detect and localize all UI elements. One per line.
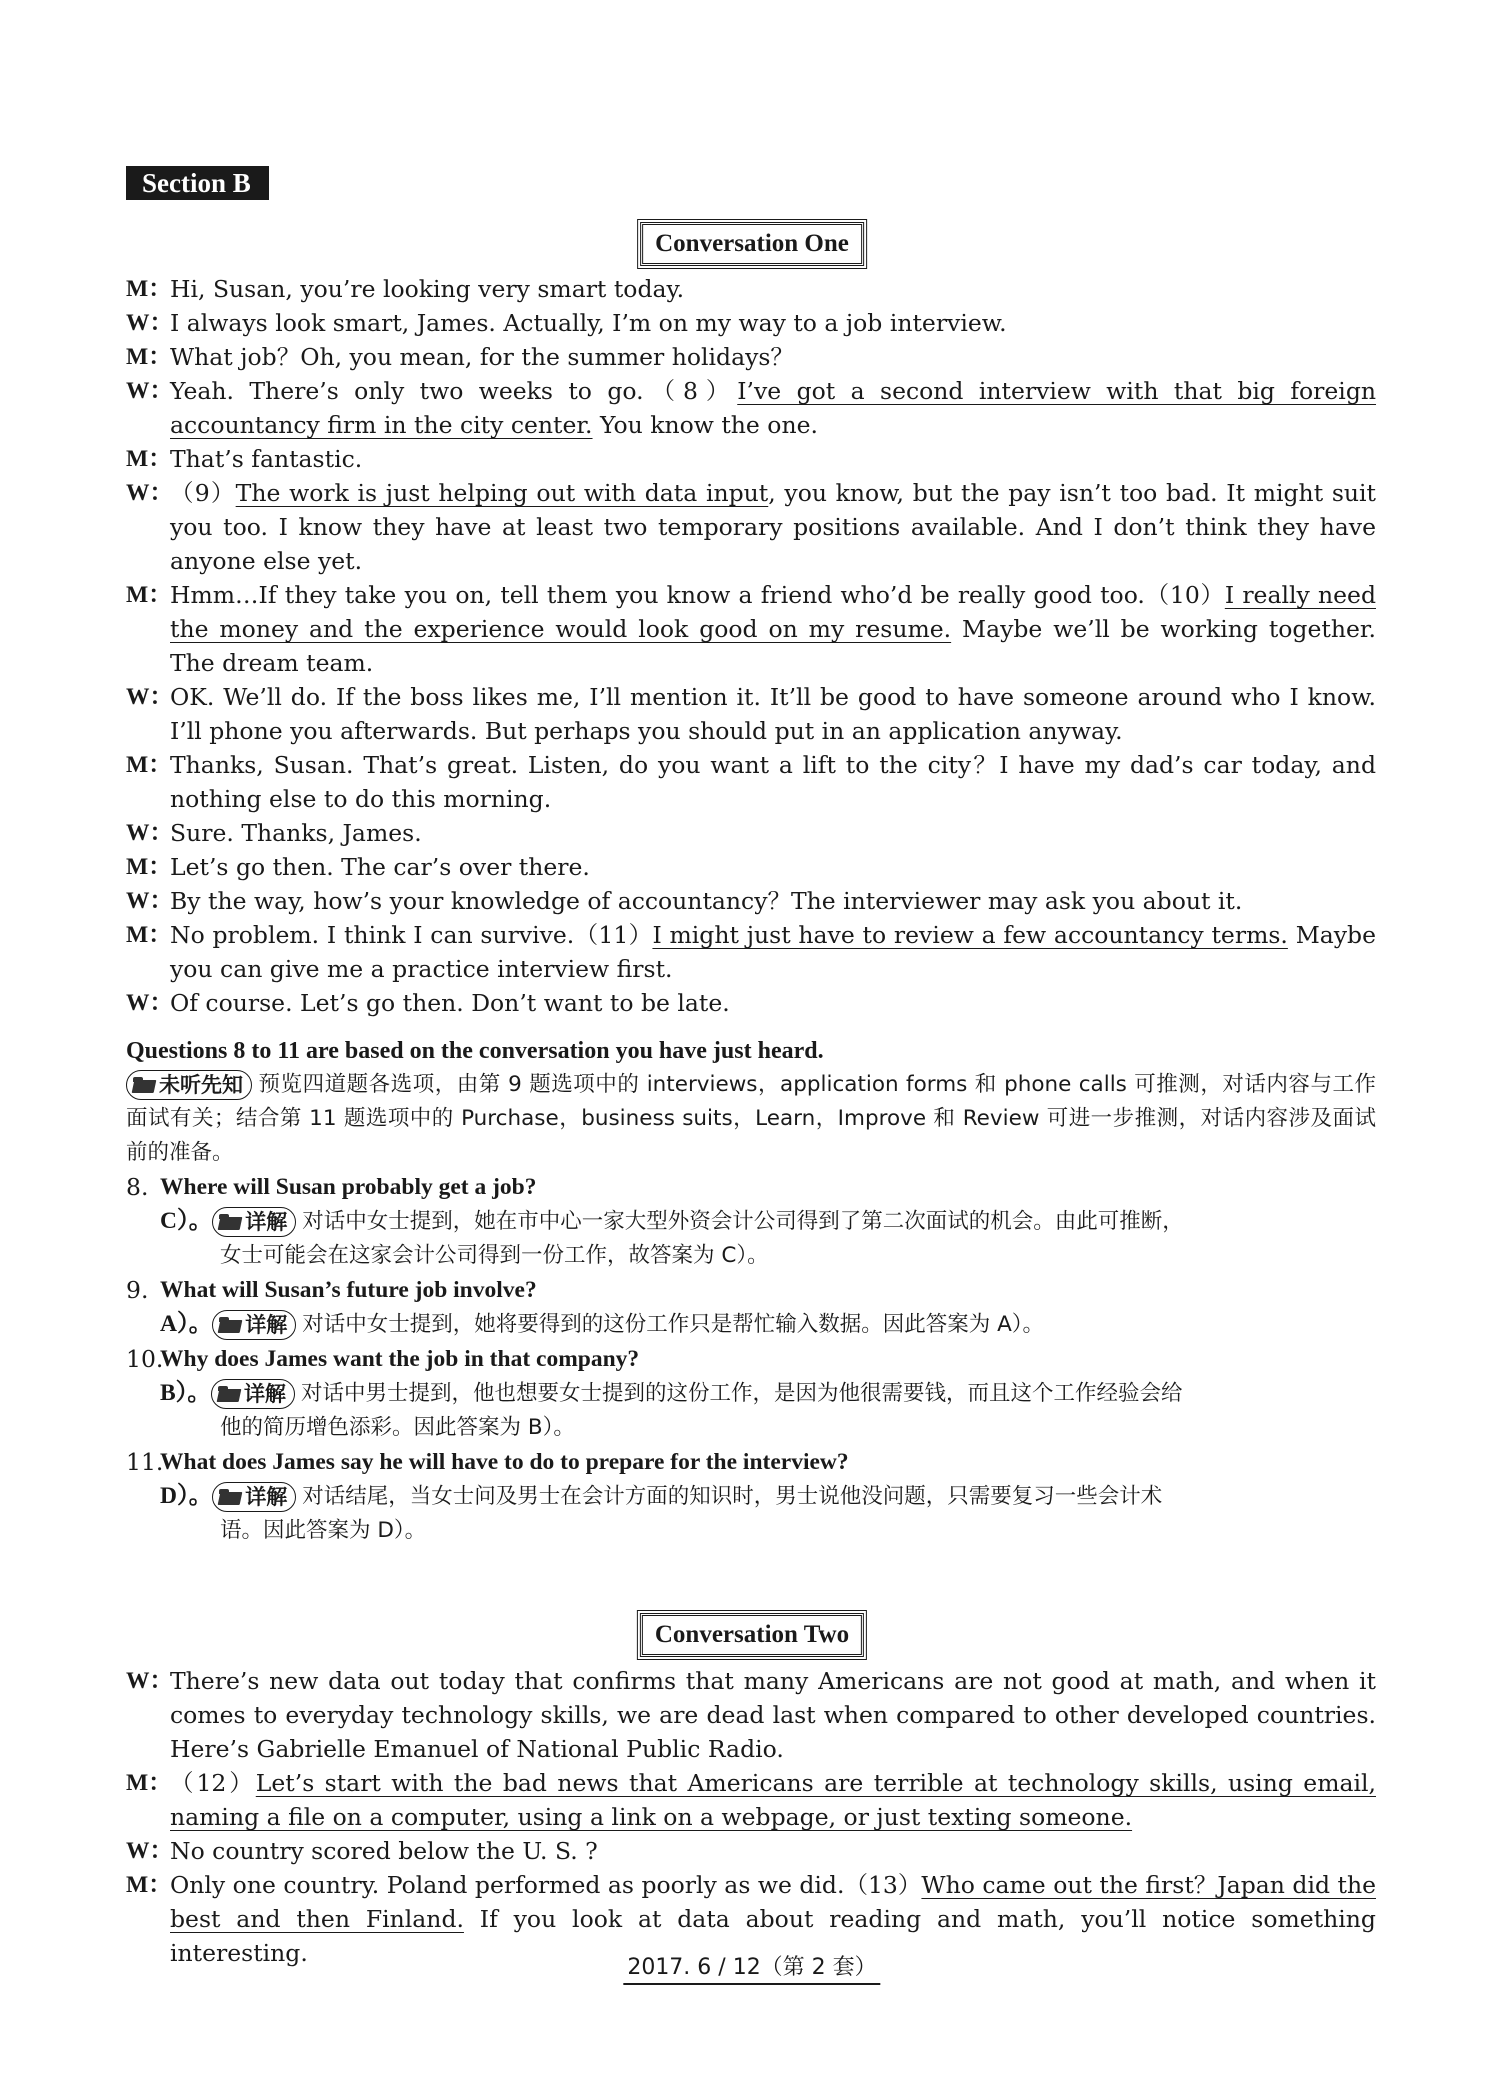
speaker-name: W: [126, 684, 150, 710]
answer-underline: Who came out the first？Japan did the best and then Finland.: [170, 1871, 1376, 1933]
speaker-sep: ：: [149, 990, 173, 1016]
dialogue-text: [170, 1766, 1376, 1834]
speaker-label: [126, 918, 170, 986]
question-text: What does James say he will have to do to prepare for the interview?: [160, 1449, 849, 1475]
answer-block: [126, 1376, 1376, 1445]
folder-icon: [133, 1077, 155, 1093]
dialogue-text: [170, 442, 1376, 476]
question-marker: （13）: [844, 1871, 922, 1899]
dialogue-text: [170, 816, 1376, 850]
speaker-label: [126, 884, 173, 918]
text-plain: You know the one.: [592, 411, 818, 439]
speaker-sep: ：: [149, 480, 173, 506]
speaker-label: [126, 476, 173, 578]
dialogue-turn: [126, 816, 1376, 850]
text-plain: Sure. Thanks, James.: [170, 819, 422, 847]
speaker-sep: ：: [149, 1838, 173, 1864]
preview-tag: [126, 1070, 252, 1100]
dialogue-turn: [126, 850, 1376, 884]
explanation-continued: 语。因此答案为 D）。: [220, 1518, 427, 1543]
speaker-name: W: [126, 990, 150, 1016]
questions-heading: Questions 8 to 11 are based on the conversation you have just heard.: [126, 1038, 824, 1064]
speaker-label: [126, 850, 170, 884]
detail-tag-label: 详解: [245, 1313, 288, 1337]
speaker-label: [126, 374, 173, 442]
speaker-sep: ：: [148, 1872, 172, 1898]
dialogue-text: [170, 306, 1376, 340]
speaker-label: [126, 986, 173, 1020]
question-marker: （12）: [170, 1769, 256, 1797]
page-footer: 2017. 6 / 12（第 2 套）: [623, 1953, 880, 1985]
dialogue-turn: [126, 340, 1376, 374]
speaker-name: W: [126, 378, 150, 404]
speaker-sep: ：: [148, 344, 172, 370]
detail-tag-label: 详解: [245, 1485, 288, 1509]
answer-line: [160, 1479, 1376, 1514]
question-text: Where will Susan probably get a job?: [160, 1174, 537, 1200]
speaker-sep: ：: [148, 752, 172, 778]
text-plain: Of course. Let’s go then. Don’t want to be late.: [170, 989, 730, 1017]
detail-tag: [211, 1379, 295, 1409]
text-plain: What job？Oh, you mean, for the summer holidays？: [170, 343, 794, 371]
dialogue-text: [170, 272, 1376, 306]
text-plain: There’s new data out today that confirms that many Americans are not good at math, and when it comes to everyday technology skills, we are dead last when compared to other developed countries. Here’s Gabrielle Emanuel of National Public Radio.: [170, 1667, 1376, 1763]
speaker-name: M: [126, 446, 149, 472]
dialogue-text: [170, 884, 1376, 918]
answer-line: [160, 1204, 1376, 1239]
speaker-sep: ：: [149, 684, 173, 710]
preview-paragraph: [126, 1068, 1376, 1170]
dialogue-turn: [126, 1834, 1376, 1868]
detail-tag: [212, 1310, 296, 1340]
answer-letter: A）。: [160, 1311, 213, 1337]
answer-underline: I might just have to review a few accountancy terms.: [652, 921, 1288, 949]
speaker-name: W: [126, 310, 150, 336]
question-marker: （11）: [574, 921, 653, 949]
speaker-sep: ：: [148, 276, 172, 302]
answer-block: [126, 1307, 1376, 1342]
speaker-label: [126, 578, 170, 680]
text-plain: I always look smart, James. Actually, I’m on my way to a job interview.: [170, 309, 1007, 337]
conversation-one-transcript: [126, 272, 1376, 1020]
answer-underline: The work is just helping out with data input: [235, 479, 769, 507]
text-plain: OK. We’ll do. If the boss likes me, I’ll mention it. It’ll be good to have someone around who I know. I’ll phone you afterwards. But perhaps you should put in an application anyway.: [170, 683, 1376, 745]
text-plain: No country scored below the U. S. ?: [170, 1837, 598, 1865]
text-plain: No problem. I think I can survive.: [170, 921, 575, 949]
speaker-label: [126, 816, 173, 850]
speaker-label: [126, 1664, 173, 1766]
explanation-continued: 女士可能会在这家会计公司得到一份工作，故答案为 C）。: [220, 1243, 769, 1268]
speaker-name: W: [126, 480, 150, 506]
dialogue-text: [170, 918, 1376, 986]
question-marker: （10）: [1144, 581, 1225, 609]
conversation-two-transcript: [126, 1664, 1376, 1970]
speaker-sep: ：: [148, 854, 172, 880]
conversation-two-title: Conversation Two: [640, 1613, 864, 1657]
dialogue-turn: [126, 1766, 1376, 1834]
folder-icon: [219, 1214, 241, 1230]
dialogue-text: [170, 476, 1376, 578]
section-label: Section B: [126, 166, 269, 200]
speaker-name: M: [126, 854, 149, 880]
preview-text: 预览四道题各选项，由第 9 题选项中的 interviews，application forms 和 phone calls 可推测，对话内容与工作面试有关；结合第 11 题选项中的 Purchase，business suits，Learn，Improve 和 Review 可进一步推测，对话内容涉及面试前的准备。: [126, 1072, 1376, 1165]
speaker-sep: ：: [149, 820, 173, 846]
detail-tag: [212, 1207, 296, 1237]
question-marker: （8）: [643, 377, 738, 405]
answer-line: [160, 1376, 1376, 1411]
answer-letter: C）。: [160, 1208, 213, 1234]
text-plain: Hi, Susan, you’re looking very smart today.: [170, 275, 685, 303]
speaker-name: M: [126, 922, 149, 948]
speaker-name: W: [126, 1838, 150, 1864]
folder-icon: [219, 1317, 241, 1333]
dialogue-turn: [126, 578, 1376, 680]
explanation-text: 对话中男士提到，他也想要女士提到的这份工作，是因为他很需要钱，而且这个工作经验会给: [300, 1381, 1183, 1406]
text-plain: Yeah. There’s only two weeks to go.: [170, 377, 644, 405]
question-number: 11.: [126, 1448, 164, 1476]
speaker-label: [126, 748, 170, 816]
speaker-sep: ：: [148, 922, 172, 948]
speaker-name: M: [126, 582, 149, 608]
dialogue-text: [170, 340, 1376, 374]
dialogue-turn: [126, 272, 1376, 306]
text-plain: , you know, but the pay isn’t too bad. It might suit you too. I know they have at least two temporary positions available. And I don’t think they have anyone else yet.: [170, 479, 1376, 575]
conversation-one-title: Conversation One: [640, 222, 864, 266]
dialogue-text: [170, 1834, 1376, 1868]
question-text: What will Susan’s future job involve?: [160, 1277, 537, 1303]
speaker-sep: ：: [148, 446, 172, 472]
question-item: [126, 1273, 1376, 1307]
speaker-label: [126, 1766, 170, 1834]
dialogue-text: [170, 578, 1376, 680]
text-plain: Only one country. Poland performed as poorly as we did.: [170, 1871, 845, 1899]
text-plain: That’s fantastic.: [170, 445, 363, 473]
dialogue-text: [170, 680, 1376, 748]
dialogue-turn: [126, 476, 1376, 578]
dialogue-turn: [126, 986, 1376, 1020]
text-plain: Thanks, Susan. That’s great. Listen, do you want a lift to the city？I have my dad’s car today, and nothing else to do this morning.: [170, 751, 1376, 813]
question-marker: （9）: [170, 479, 236, 507]
text-plain: Maybe we’ll be working together. The dream team.: [170, 615, 1376, 677]
answer-letter: D）。: [160, 1483, 213, 1509]
explanation-text: 对话结尾，当女士问及男士在会计方面的知识时，男士说他没问题，只需要复习一些会计术: [302, 1484, 1163, 1509]
question-number: 10.: [126, 1345, 164, 1373]
dialogue-turn: [126, 374, 1376, 442]
preview-tag-label: 未听先知: [159, 1073, 243, 1097]
question-item: [126, 1445, 1376, 1479]
dialogue-turn: [126, 306, 1376, 340]
text-plain: Let’s go then. The car’s over there.: [170, 853, 590, 881]
dialogue-text: [170, 1664, 1376, 1766]
folder-icon: [218, 1386, 240, 1402]
dialogue-text: [170, 748, 1376, 816]
speaker-sep: ：: [149, 888, 173, 914]
question-item: [126, 1342, 1376, 1376]
speaker-name: M: [126, 1872, 149, 1898]
detail-tag: [212, 1482, 296, 1512]
dialogue-turn: [126, 680, 1376, 748]
speaker-label: [126, 272, 170, 306]
question-item: [126, 1170, 1376, 1204]
dialogue-text: [170, 986, 1376, 1020]
dialogue-turn: [126, 1664, 1376, 1766]
speaker-sep: ：: [149, 378, 173, 404]
text-plain: Maybe you can give me a practice interview first.: [170, 921, 1376, 983]
explanation-text: 对话中女士提到，她在市中心一家大型外资会计公司得到了第二次面试的机会。由此可推断，: [302, 1209, 1184, 1234]
speaker-name: W: [126, 888, 150, 914]
speaker-sep: ：: [149, 1668, 173, 1694]
dialogue-turn: [126, 884, 1376, 918]
answer-underline: I really need the money and the experience would look good on my resume.: [170, 581, 1376, 643]
dialogue-text: [170, 374, 1376, 442]
speaker-label: [126, 1868, 170, 1970]
speaker-name: W: [126, 820, 150, 846]
speaker-name: M: [126, 1770, 149, 1796]
answer-underline: I’ve got a second interview with that big foreign accountancy firm in the city center.: [170, 377, 1377, 439]
question-text: Why does James want the job in that company?: [160, 1346, 640, 1372]
answer-underline: Let’s start with the bad news that Americans are terrible at technology skills, using email, naming a file on a computer, using a link on a webpage, or just texting someone.: [170, 1769, 1376, 1831]
dialogue-turn: [126, 748, 1376, 816]
folder-icon: [219, 1489, 241, 1505]
speaker-name: M: [126, 752, 149, 778]
dialogue-turn: [126, 918, 1376, 986]
speaker-sep: ：: [149, 310, 173, 336]
questions-section: [126, 1034, 1376, 1548]
text-plain: By the way, how’s your knowledge of accountancy？The interviewer may ask you about it.: [170, 887, 1243, 915]
detail-tag-label: 详解: [245, 1210, 288, 1234]
answer-line: [160, 1307, 1376, 1342]
speaker-sep: ：: [148, 582, 172, 608]
speaker-label: [126, 340, 170, 374]
question-number: 9.: [126, 1276, 149, 1304]
explanation-text: 对话中女士提到，她将要得到的这份工作只是帮忙输入数据。因此答案为 A）。: [302, 1312, 1045, 1337]
question-number: 8.: [126, 1173, 149, 1201]
detail-tag-label: 详解: [243, 1382, 286, 1406]
text-plain: If you look at data about reading and math, you’ll notice something interesting.: [170, 1905, 1376, 1967]
speaker-name: W: [126, 1668, 150, 1694]
speaker-label: [126, 442, 170, 476]
answer-block: [126, 1204, 1376, 1273]
speaker-label: [126, 680, 173, 748]
dialogue-turn: [126, 442, 1376, 476]
text-plain: Hmm…If they take you on, tell them you know a friend who’d be really good too.: [170, 581, 1145, 609]
speaker-label: [126, 306, 173, 340]
dialogue-text: [170, 850, 1376, 884]
speaker-label: [126, 1834, 173, 1868]
answer-letter: B）。: [160, 1380, 211, 1406]
speaker-name: M: [126, 344, 149, 370]
answer-block: [126, 1479, 1376, 1548]
explanation-continued: 他的简历增色添彩。因此答案为 B）。: [220, 1415, 575, 1440]
speaker-name: M: [126, 276, 149, 302]
speaker-sep: ：: [148, 1770, 172, 1796]
